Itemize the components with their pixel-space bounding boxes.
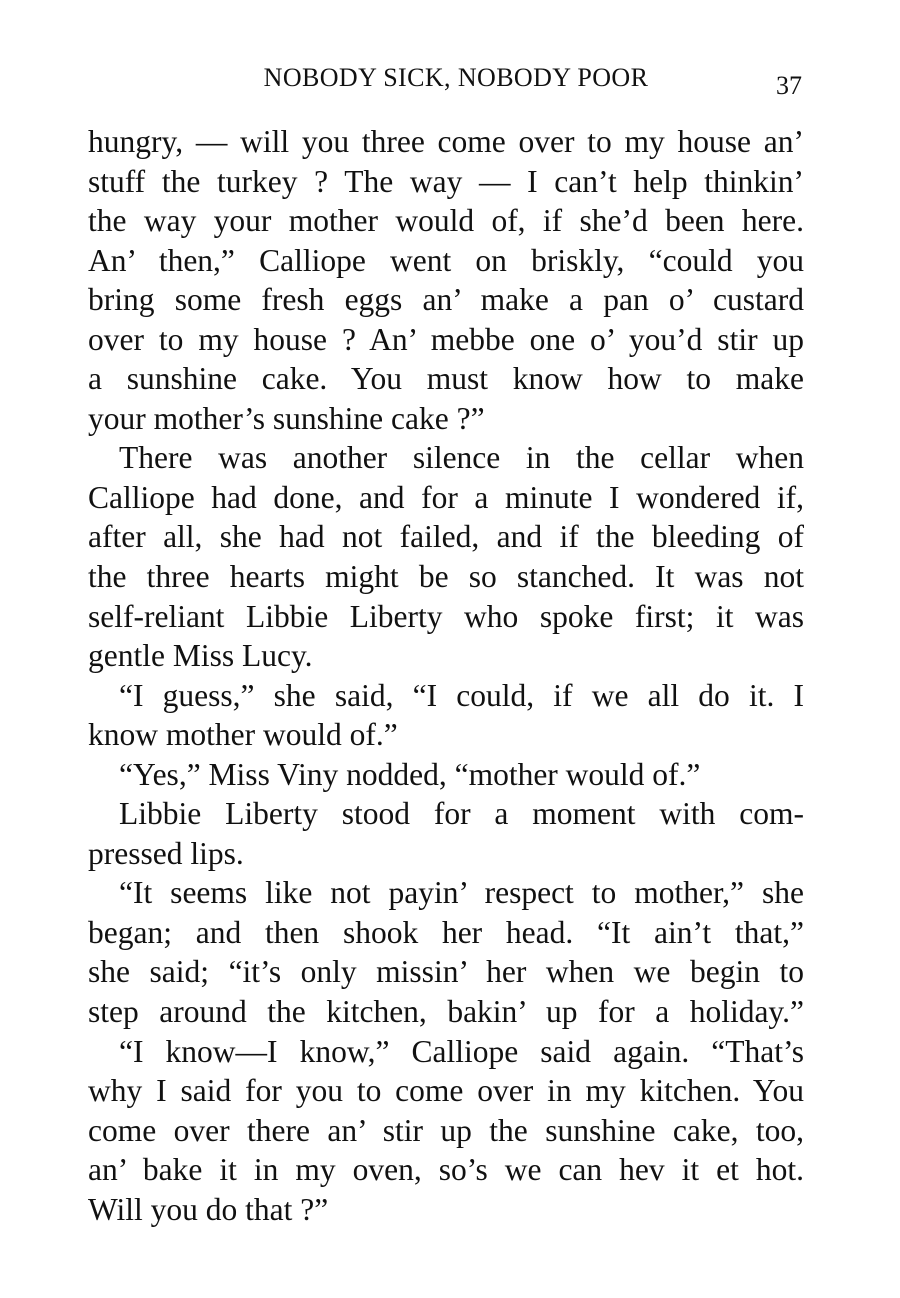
paragraph bbox=[88, 1032, 804, 1230]
text-line: Libbie Liberty stood for a moment with com- bbox=[119, 796, 804, 832]
text-line: she said; “it’s only missin’ her when we begin to bbox=[88, 954, 804, 990]
text-line: an’ bake it in my oven, so’s we can hev it et hot. bbox=[88, 1152, 804, 1188]
running-head bbox=[88, 62, 804, 100]
text-line: hungry, — will you three come over to my house an’ bbox=[88, 124, 804, 159]
text-line: after all, she had not failed, and if the bleeding of bbox=[88, 519, 804, 555]
running-title: NOBODY SICK, NOBODY POOR bbox=[263, 63, 649, 92]
text-line: began; and then shook her head. “It ain’t that,” bbox=[88, 914, 804, 950]
text-line: There was another silence in the cellar when bbox=[119, 440, 804, 476]
text-line: why I said for you to come over in my kitchen. You bbox=[88, 1073, 804, 1109]
text-line: the three hearts might be so stanched. It was not bbox=[88, 559, 804, 595]
text-line: come over there an’ stir up the sunshine cake, too, bbox=[88, 1112, 804, 1148]
body-text bbox=[88, 122, 804, 1229]
page-number: 37 bbox=[776, 71, 802, 100]
paragraph bbox=[88, 794, 804, 873]
text-line: “I know—I know,” Calliope said again. “That’s bbox=[119, 1033, 804, 1069]
paragraph bbox=[88, 755, 804, 795]
text-line: step around the kitchen, bakin’ up for a holiday.” bbox=[88, 994, 804, 1030]
text-line: self-reliant Libbie Liberty who spoke first; it was bbox=[88, 598, 804, 634]
text-line: bring some fresh eggs an’ make a pan o’ custard bbox=[88, 282, 804, 318]
text-line: “Yes,” Miss Viny nodded, “mother would of.” bbox=[119, 756, 701, 792]
text-line: Will you do that ?” bbox=[88, 1191, 329, 1227]
text-line: “I guess,” she said, “I could, if we all do it. I bbox=[119, 677, 804, 713]
paragraph bbox=[88, 122, 804, 438]
text-line: pressed lips. bbox=[88, 835, 244, 871]
text-line: a sunshine cake. You must know how to make bbox=[88, 361, 804, 397]
paragraph bbox=[88, 676, 804, 755]
paragraph bbox=[88, 873, 804, 1031]
text-line: Calliope had done, and for a minute I wondered if, bbox=[88, 479, 804, 515]
text-line: gentle Miss Lucy. bbox=[88, 638, 313, 674]
paragraph bbox=[88, 438, 804, 675]
text-line: “It seems like not payin’ respect to mother,” she bbox=[119, 875, 804, 911]
text-line: over to my house ? An’ mebbe one o’ you’d stir up bbox=[88, 321, 804, 357]
text-line: know mother would of.” bbox=[88, 717, 398, 753]
text-line: the way your mother would of, if she’d been here. bbox=[88, 203, 804, 239]
text-line: your mother’s sunshine cake ?” bbox=[88, 400, 485, 436]
text-line: An’ then,” Calliope went on briskly, “could you bbox=[88, 242, 804, 278]
text-line: stuff the turkey ? The way — I can’t help thinkin’ bbox=[88, 163, 804, 199]
